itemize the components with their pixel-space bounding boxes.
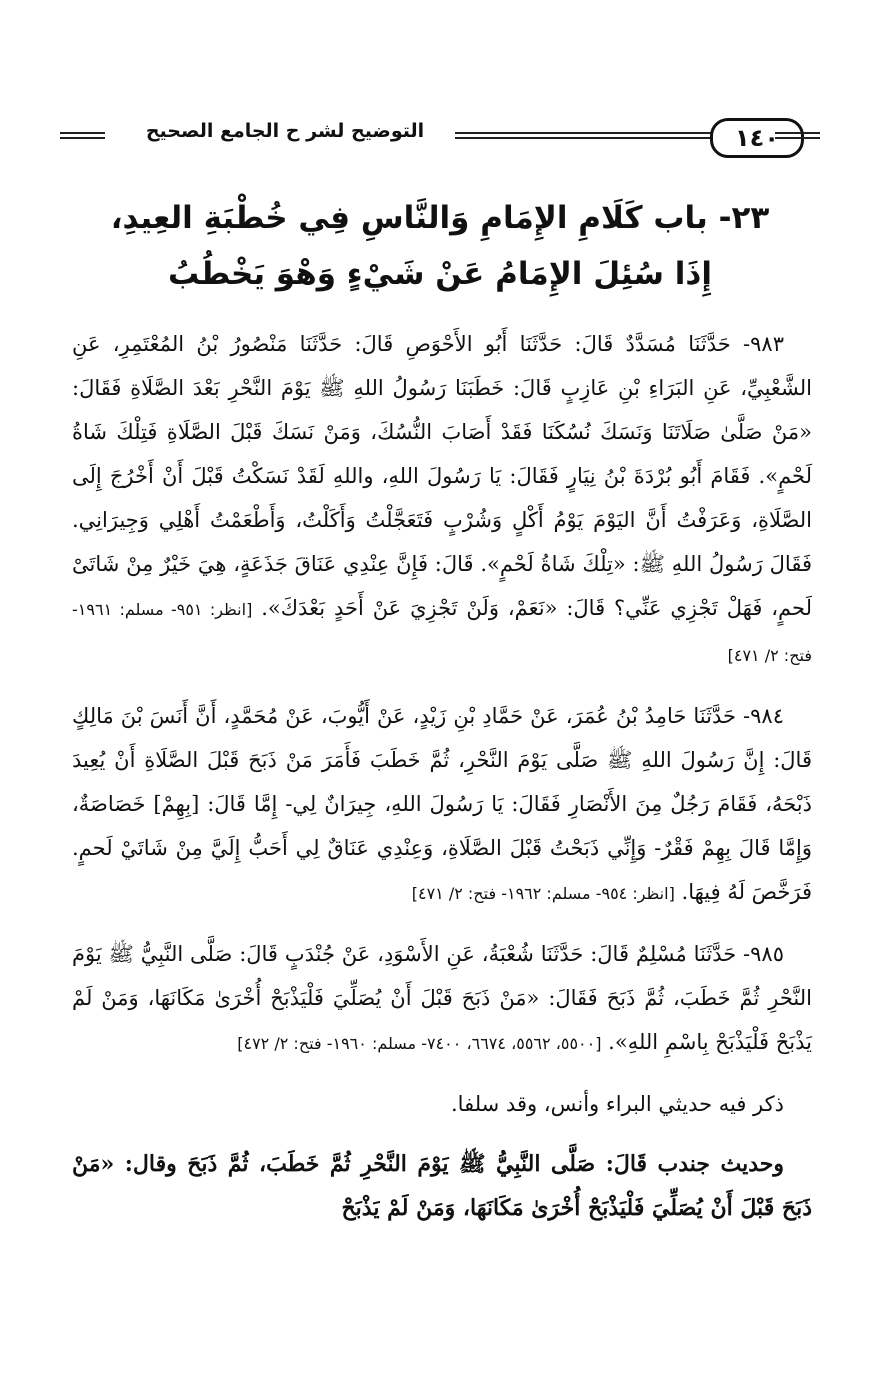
commentary-paragraph-2: وحديث جندب قَالَ: صَلَّى النَّبِيُّ ﷺ يَوْمَ النَّحْرِ ثُمَّ خَطَبَ، ثُمَّ ذَبَحَ وقال: «مَنْ ذَبَحَ قَبْلَ أَنْ يُصَلِّيَ فَلْيَذْبَحْ أُخْرَىٰ مَكَانَهَا، وَمَنْ لَمْ يَذْبَحْ (72, 1151, 812, 1221)
running-title: التوضيح لشر ح الجامع الصحيح (145, 120, 425, 142)
hadith-983-text: ٩٨٣- حَدَّثَنَا مُسَدَّدٌ قَالَ: حَدَّثَنَا أَبُو الأَحْوَصِ قَالَ: حَدَّثَنَا مَنْصُورُ بْنُ المُعْتَمِرِ، عَنِ الشَّعْبِيِّ، عَنِ البَرَاءِ بْنِ عَازِبٍ قَالَ: خَطَبَنَا رَسُولُ اللهِ ﷺ يَوْمَ النَّحْرِ بَعْدَ الصَّلَاةِ فَقَالَ: «مَنْ صَلَّىٰ صَلَاتَنَا وَنَسَكَ نُسُكَنَا فَقَدْ أَصَابَ النُّسُكَ، وَمَنْ نَسَكَ قَبْلَ الصَّلَاةِ فَتِلْكَ شَاةُ لَحْمٍ». فَقَامَ أَبُو بُرْدَةَ بْنُ نِيَارٍ فَقَالَ: يَا رَسُولَ اللهِ، واللهِ لَقَدْ نَسَكْتُ قَبْلَ أَنْ أَخْرُجَ إِلَى الصَّلَاةِ، وَعَرَفْتُ أَنَّ اليَوْمَ يَوْمُ أَكْلٍ وَشُرْبٍ فَتَعَجَّلْتُ وَأَكَلْتُ، وَأَطْعَمْتُ أَهْلِي وَجِيرَانِي. فَقَالَ رَسُولُ اللهِ ﷺ: «تِلْكَ شَاةُ لَحْمٍ». قَالَ: فَإِنَّ عِنْدِي عَنَاقَ جَذَعَةٍ، هِيَ خَيْرٌ مِنْ شَاتَىْ لَحمٍ، فَهَلْ تَجْزِي عَنِّي؟ قَالَ: «نَعَمْ، وَلَنْ تَجْزِيَ عَنْ أَحَدٍ بَعْدَكَ». (72, 332, 812, 620)
chapter-title (60, 190, 820, 302)
header-rule-left (60, 132, 105, 139)
hadith-983 (72, 322, 812, 678)
page-header (60, 118, 820, 160)
hadith-983-reference: [انظر: ٩٥١- مسلم: ١٩٦١- فتح: ٢/ ٤٧١] (72, 600, 812, 665)
page-number: ١٤٠ (710, 118, 804, 158)
chapter-title-line-2: إِذَا سُئِلَ الإِمَامُ عَنْ شَيْءٍ وَهْوَ يَخْطُبُ (168, 256, 712, 292)
commentary-paragraph-1: ذكر فيه حديثي البراء وأنس، وقد سلفا. (451, 1092, 784, 1116)
header-rule-right (775, 132, 820, 139)
hadith-984 (72, 694, 812, 916)
hadith-985 (72, 932, 812, 1066)
hadith-985-text: ٩٨٥- حَدَّثَنَا مُسْلِمٌ قَالَ: حَدَّثَنَا شُعْبَةُ، عَنِ الأَسْوَدِ، عَنْ جُنْدَبٍ قَالَ: صَلَّى النَّبِيُّ ﷺ يَوْمَ النَّحْرِ ثُمَّ خَطَبَ، ثُمَّ ذَبَحَ فَقَالَ: «مَنْ ذَبَحَ قَبْلَ أَنْ يُصَلِّيَ فَلْيَذْبَحْ أُخْرَىٰ مَكَانَهَا، وَمَنْ لَمْ يَذْبَحْ فَلْيَذْبَحْ بِاسْمِ اللهِ». (72, 942, 812, 1054)
header-rule-middle (455, 132, 715, 139)
hadith-985-reference: [٥٥٠٠، ٥٥٦٢، ٦٦٧٤، ٧٤٠٠- مسلم: ١٩٦٠- فتح: ٢/ ٤٧٢] (237, 1034, 602, 1053)
page-body (72, 322, 812, 1246)
hadith-984-reference: [انظر: ٩٥٤- مسلم: ١٩٦٢- فتح: ٢/ ٤٧١] (411, 884, 675, 903)
chapter-title-line-1: ٢٣- باب كَلَامِ الإِمَامِ وَالنَّاسِ فِي خُطْبَةِ العِيدِ، (110, 200, 770, 236)
hadith-984-text: ٩٨٤- حَدَّثَنَا حَامِدُ بْنُ عُمَرَ، عَنْ حَمَّادِ بْنِ زَيْدٍ، عَنْ أَيُّوبَ، عَنْ مُحَمَّدٍ، أَنَّ أَنَسَ بْنَ مَالِكٍ قَالَ: إِنَّ رَسُولَ اللهِ ﷺ صَلَّى يَوْمَ النَّحْرِ، ثُمَّ خَطَبَ فَأَمَرَ مَنْ ذَبَحَ قَبْلَ الصَّلَاةِ أَنْ يُعِيدَ ذَبْحَهُ، فَقَامَ رَجُلٌ مِنَ الأَنْصَارِ فَقَالَ: يَا رَسُولَ اللهِ، جِيرَانٌ لِي- إِمَّا قَالَ: [بِهِمْ] خَصَاصَةٌ، وَإِمَّا قَالَ بِهِمْ فَقْرٌ- وَإِنِّي ذَبَحْتُ قَبْلَ الصَّلَاةِ، وَعِنْدِي عَنَاقٌ لِي أَحَبُّ إِلَيَّ مِنْ شَاتَيْ لَحمٍ. فَرَخَّصَ لَهُ فِيهَا. (72, 704, 812, 904)
